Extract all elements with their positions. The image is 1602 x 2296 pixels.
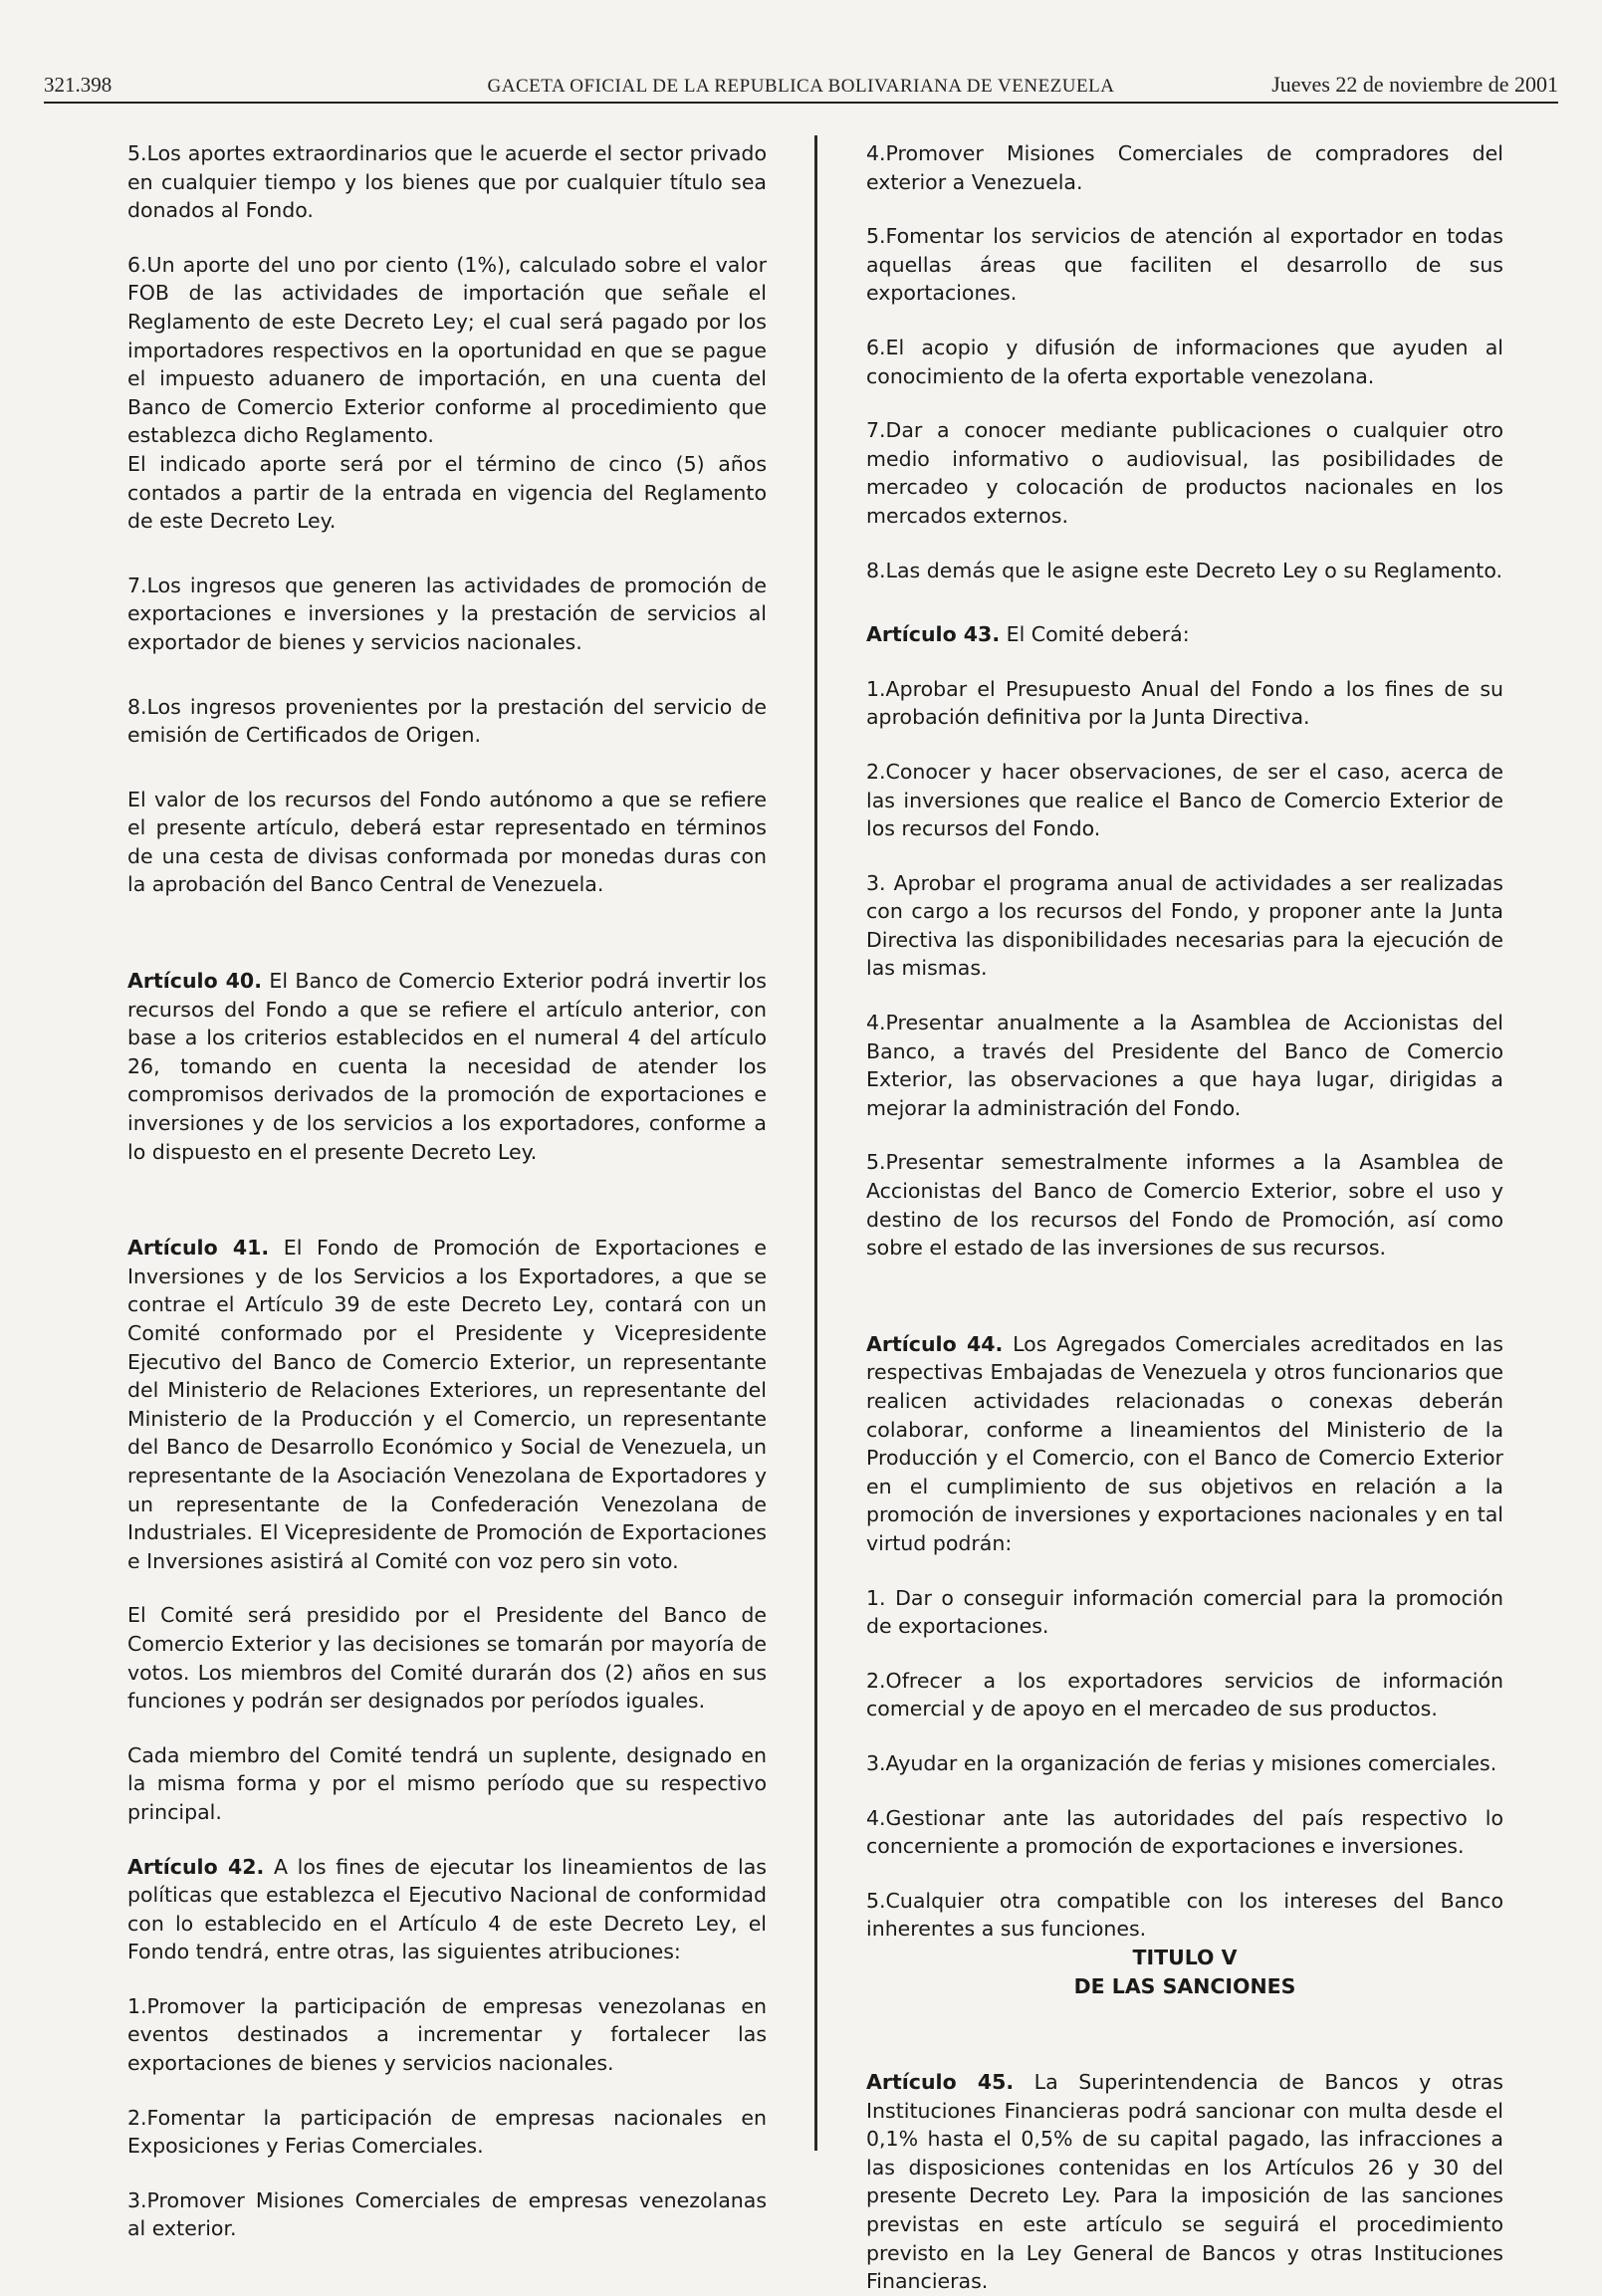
attribution-8: 8.Las demás que le asigne este Decreto Ley o su Reglamento. bbox=[866, 558, 1503, 582]
paragraph-item-8: 8.Los ingresos provenientes por la prestación del servicio de emisión de Certificados de Origen. bbox=[127, 694, 767, 748]
article-43-text: El Comité deberá: bbox=[1000, 622, 1190, 647]
section-subtitle: DE LAS SANCIONES bbox=[1073, 1973, 1296, 1998]
committee-duty-1: 1.Aprobar el Presupuesto Anual del Fondo a los fines de su aprobación definitiva por la Junta Directiva. bbox=[866, 676, 1503, 730]
left-column bbox=[127, 139, 767, 2243]
section-title: TITULO V bbox=[1132, 1945, 1238, 1969]
article-42-label: Artículo 42. bbox=[127, 1854, 265, 1879]
committee-duty-2: 2.Conocer y hacer observaciones, de ser el caso, acerca de las inversiones que realice el Banco de Comercio Exterior de los recursos del Fondo. bbox=[866, 759, 1503, 841]
committee-duty-4: 4.Presentar anualmente a la Asamblea de Accionistas del Banco, a través del Presidente del Banco de Comercio Exterior, las observaciones a que haya lugar, dirigidas a mejorar la administración del Fondo. bbox=[866, 1011, 1503, 1120]
article-44-label: Artículo 44. bbox=[866, 1331, 1004, 1356]
committee-duty-3: 3. Aprobar el programa anual de actividades a ser realizadas con cargo a los recursos del Fondo, y proponer ante la Junta Directiva las disponibilidades necesarias para la ejecución de las mismas. bbox=[866, 870, 1503, 981]
attache-duty-5: 5.Cualquier otra compatible con los intereses del Banco inherentes a sus funciones. bbox=[866, 1888, 1503, 1942]
article-40 bbox=[127, 967, 767, 1166]
article-41 bbox=[127, 1234, 767, 1575]
article-43 bbox=[866, 620, 1503, 649]
paragraph-fund-value: El valor de los recursos del Fondo autónomo a que se refiere el presente artículo, deberá estar representado en términos de una cesta de divisas conformada por monedas duras con la aprobación del Banco Central de Venezuela. bbox=[127, 787, 767, 897]
article-40-text: El Banco de Comercio Exterior podrá invertir los recursos del Fondo a que se refiere el artículo anterior, con base a los criterios establecidos en el numeral 4 del artículo 26, tomando en cuenta la necesidad de atender los compromisos derivados de la promoción de exportaciones e inversiones y de los servicios a los exportadores, conforme a lo dispuesto en el presente Decreto Ley. bbox=[127, 969, 767, 1164]
article-44 bbox=[866, 1330, 1503, 1558]
attribution-2: 2.Fomentar la participación de empresas nacionales en Exposiciones y Ferias Comerciales. bbox=[127, 2105, 767, 2159]
article-45 bbox=[866, 2068, 1503, 2296]
gazette-title: GACETA OFICIAL DE LA REPUBLICA BOLIVARIANA DE VENEZUELA bbox=[487, 76, 1115, 97]
attribution-6: 6.El acopio y difusión de informaciones que ayuden al conocimiento de la oferta exportable venezolana. bbox=[866, 335, 1503, 388]
committee-duty-5: 5.Presentar semestralmente informes a la Asamblea de Accionistas del Banco de Comercio Exterior, sobre el uso y destino de los recursos del Fondo de Promoción, así como sobre el estado de las inversiones de sus recursos. bbox=[866, 1150, 1503, 1261]
page-number: 321.398 bbox=[44, 73, 113, 97]
attribution-7: 7.Dar a conocer mediante publicaciones o cualquier otro medio informativo o audiovisual, las posibilidades de mercadeo y colocación de productos nacionales en los mercados externos. bbox=[866, 418, 1503, 528]
paragraph-item-5: 5.Los aportes extraordinarios que le acuerde el sector privado en cualquier tiempo y los bienes que por cualquier título sea donados al Fondo. bbox=[127, 141, 767, 223]
paragraph-item-6-note: El indicado aporte será por el término de cinco (5) años contados a partir de la entrada en vigencia del Reglamento de este Decreto Ley. bbox=[127, 451, 767, 534]
article-45-text: La Superintendencia de Bancos y otras Instituciones Financieras podrá sancionar con multa desde el 0,1% hasta el 0,5% de su capital pagado, las infracciones a las disposiciones contenidas en los Artículos 26 y 30 del presente Decreto Ley. Para la imposición de las sanciones previstas en este artículo se seguirá el procedimiento previsto en la Ley General de Bancos y otras Instituciones Financieras. bbox=[866, 2070, 1503, 2294]
attribution-5: 5.Fomentar los servicios de atención al exportador en todas aquellas áreas que faciliten el desarrollo de sus exportaciones. bbox=[866, 224, 1503, 306]
attache-duty-3: 3.Ayudar en la organización de ferias y misiones comerciales. bbox=[866, 1750, 1497, 1775]
article-41-label: Artículo 41. bbox=[127, 1236, 270, 1261]
attribution-4: 4.Promover Misiones Comerciales de compradores del exterior a Venezuela. bbox=[866, 141, 1503, 194]
attache-duty-2: 2.Ofrecer a los exportadores servicios de información comercial y de apoyo en el mercadeo de sus productos. bbox=[866, 1668, 1503, 1722]
article-41-text: El Fondo de Promoción de Exportaciones e Inversiones y de los Servicios a los Exportadores, a que se contrae el Artículo 39 de este Decreto Ley, contará con un Comité conformado por el Presidente y Vicepresidente Ejecutivo del Banco de Comercio Exterior, un representante del Ministerio de Relaciones Exteriores, un representante del Ministerio de la Producción y el Comercio, un representante del Banco de Desarrollo Económico y Social de Venezuela, un representante de la Asociación Venezolana de Exportadores y un representante de la Confederación Venezolana de Industriales. El Vicepresidente de Promoción de Exportaciones e Inversiones asistirá al Comité con voz pero sin voto. bbox=[127, 1236, 767, 1573]
article-42 bbox=[127, 1853, 767, 1966]
attribution-1: 1.Promover la participación de empresas venezolanas en eventos destinados a incrementar y fortalecer las exportaciones de bienes y servicios nacionales. bbox=[127, 1993, 767, 2076]
issue-date: Jueves 22 de noviembre de 2001 bbox=[1271, 72, 1558, 97]
column-divider bbox=[814, 135, 817, 2151]
article-44-text: Los Agregados Comerciales acreditados en las respectivas Embajadas de Venezuela y otros funcionarios que realicen actividades relacionadas o conexas deberán colaborar, conforme a lineamientos del Ministerio de la Producción y el Comercio, con el Banco de Comercio Exterior en el cumplimiento de sus objetivos en relación a la promoción de inversiones y exportaciones nacionales y en tal virtud podrán: bbox=[866, 1331, 1503, 1555]
article-45-label: Artículo 45. bbox=[866, 2070, 1015, 2095]
paragraph-committee-presidency: El Comité será presidido por el Presidente del Banco de Comercio Exterior y las decisiones se tomarán por mayoría de votos. Los miembros del Comité durarán dos (2) años en sus funciones y podrán ser designados por períodos iguales. bbox=[127, 1603, 767, 1714]
attache-duty-1: 1. Dar o conseguir información comercial para la promoción de exportaciones. bbox=[866, 1585, 1503, 1639]
paragraph-committee-substitute: Cada miembro del Comité tendrá un suplente, designado en la misma forma y por el mismo período que su respectivo principal. bbox=[127, 1742, 767, 1824]
article-42-text: A los fines de ejecutar los lineamientos de las políticas que establezca el Ejecutivo Nacional de conformidad con lo establecido en el Artículo 4 de este Decreto Ley, el Fondo tendrá, entre otras, las siguientes atribuciones: bbox=[127, 1854, 767, 1964]
attache-duty-4: 4.Gestionar ante las autoridades del país respectivo lo concerniente a promoción de exportaciones e inversiones. bbox=[866, 1805, 1503, 1859]
article-40-label: Artículo 40. bbox=[127, 969, 262, 994]
right-column bbox=[866, 139, 1503, 2296]
paragraph-item-7: 7.Los ingresos que generen las actividades de promoción de exportaciones e inversiones y la prestación de servicios al exportador de bienes y servicios nacionales. bbox=[127, 573, 767, 654]
article-43-label: Artículo 43. bbox=[866, 622, 1001, 647]
attribution-3: 3.Promover Misiones Comerciales de empresas venezolanas al exterior. bbox=[127, 2187, 767, 2241]
gazette-header bbox=[44, 72, 1558, 104]
paragraph-item-6: 6.Un aporte del uno por ciento (1%), calculado sobre el valor FOB de las actividades de importación que señale el Reglamento de este Decreto Ley; el cual será pagado por los importadores respectivos en la oportunidad en que se pague el impuesto aduanero de importación, en una cuenta del Banco de Comercio Exterior conforme al procedimiento que establezca dicho Reglamento. bbox=[127, 252, 767, 448]
